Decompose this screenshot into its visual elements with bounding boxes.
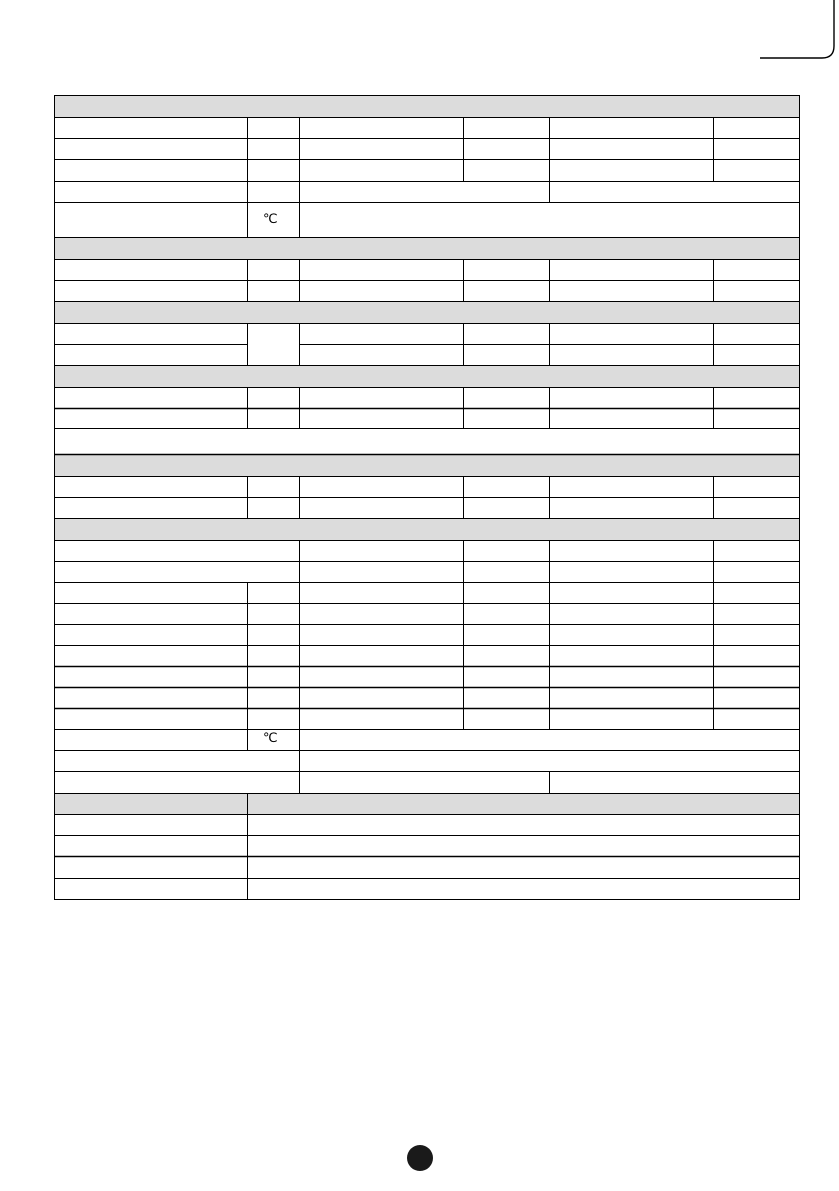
section-header-4 [54,365,800,387]
specification-table [54,95,800,900]
binding-edge-curve [0,0,839,90]
unit-celsius-cell: ℃ [263,212,278,227]
section-header-2 [54,237,800,259]
section-header-1 [54,95,800,117]
unit-celsius-cell: ℃ [263,731,278,746]
section-header-3 [54,301,800,323]
section-header-5 [54,454,800,476]
grid-lines [54,96,800,901]
section-header-6 [54,518,800,540]
page-number-marker [407,1145,433,1171]
section-header-7 [54,793,800,814]
